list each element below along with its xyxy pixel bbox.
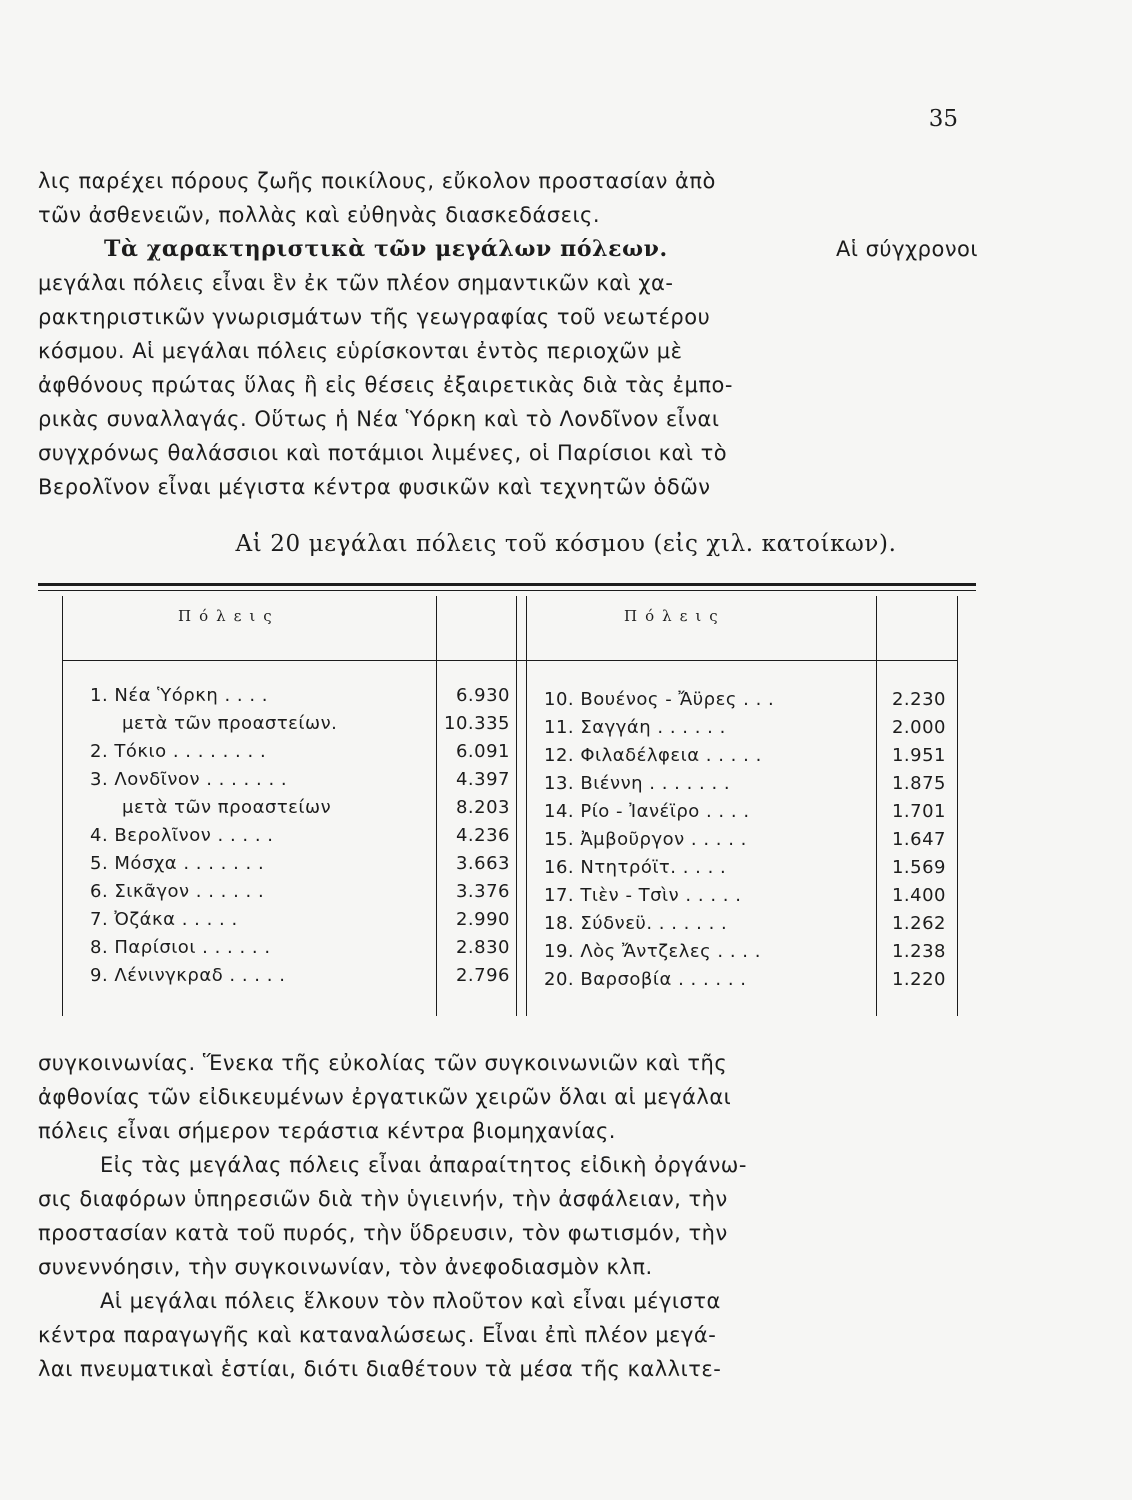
line-text: λαι πνευματικαὶ ἑστίαι, διότι διαθέτουν τὰ μέσα τῆς καλλιτε- [38,1357,722,1381]
text-line [38,1216,978,1250]
section-heading-rest: Αἱ σύγχρονοι [835,237,978,261]
table-cell-city: 16. Ντητρόϊτ. . . . . [544,857,727,878]
table-cell-population: 8.203 [455,797,510,818]
table-cell-city: 6. Σικᾶγον . . . . . . [90,881,265,902]
bottom-paragraph [38,1046,978,1386]
table-cell-city: μετὰ τῶν προαστείων [122,797,332,818]
table-cell-city: 15. Ἀμβοῦργον . . . . . [544,829,747,850]
text-line [38,470,978,504]
table-cell-population: 6.091 [455,741,510,762]
text-line [38,436,978,470]
line-text: πόλεις εἶναι σήμερον τεράστια κέντρα βιομηχανίας. [38,1119,616,1143]
table-cell-population: 4.236 [455,825,510,846]
text-line [38,1080,978,1114]
line-text: κόσμου. Αἱ μεγάλαι πόλεις εὑρίσκονται ἐντὸς περιοχῶν μὲ [38,339,683,363]
text-line [38,334,978,368]
table-cell-population: 1.238 [891,941,946,962]
table-cell-city: 3. Λονδῖνον . . . . . . . [90,769,288,790]
line-text: ἀφθόνους πρώτας ὕλας ἢ εἰς θέσεις ἐξαιρετικὰς διὰ τὰς ἐμπο- [38,373,733,397]
table-col-divider [526,596,527,1016]
text-line [38,1148,978,1182]
table-cell-city: 10. Βουένος - Ἄϋρες . . . [544,689,775,710]
table-cell-city: 9. Λένινγκραδ . . . . . [90,965,286,986]
line-text: λις παρέχει πόρους ζωῆς ποικίλους, εὔκολον προστασίαν ἀπὸ [38,169,716,193]
line-text: κέντρα παραγωγῆς καὶ καταναλώσεως. Εἶναι ἐπὶ πλέον μεγά- [38,1323,717,1347]
table-cell-population: 4.397 [455,769,510,790]
text-line [38,164,978,198]
line-text: Βερολῖνον εἶναι μέγιστα κέντρα φυσικῶν καὶ τεχνητῶν ὁδῶν [38,475,711,499]
table-cell-population: 1.951 [891,745,946,766]
text-line [38,1114,978,1148]
section-heading-line [38,232,978,266]
line-text: μεγάλαι πόλεις εἶναι ἓν ἐκ τῶν πλέον σημαντικῶν καὶ χα- [38,271,674,295]
table-cell-population: 3.376 [455,881,510,902]
table-title: Αἱ 20 μεγάλαι πόλεις τοῦ κόσμου (εἰς χιλ. κατοίκων). [235,531,897,557]
text-line [38,402,978,436]
table-header-rule [62,660,958,661]
table-cell-city: 19. Λὸς Ἄντζελες . . . . [544,941,761,962]
table-cell-city: 12. Φιλαδέλφεια . . . . . [544,745,762,766]
table-cell-city: 8. Παρίσιοι . . . . . . [90,937,271,958]
table-col-divider [436,596,437,1016]
line-text: ἀφθονίας τῶν εἰδικευμένων ἐργατικῶν χειρῶν ὅλαι αἱ μεγάλαι [38,1085,732,1109]
line-text: Εἰς τὰς μεγάλας πόλεις εἶναι ἀπαραίτητος εἰδικὴ ὀργάνω- [100,1153,747,1177]
table-top-rule-thin [38,590,976,591]
table-cell-city: 7. Ὀζάκα . . . . . [90,909,238,930]
text-line [38,368,978,402]
text-line [38,1250,978,1284]
table-header-right: Πόλεις [624,607,726,625]
table-cell-city: 4. Βερολῖνον . . . . . [90,825,274,846]
line-text: συγχρόνως θαλάσσιοι καὶ ποτάμιοι λιμένες, οἱ Παρίσιοι καὶ τὸ [38,441,728,465]
table-cell-population: 1.647 [891,829,946,850]
line-text: Αἱ μεγάλαι πόλεις ἕλκουν τὸν πλοῦτον καὶ εἶναι μέγιστα [100,1289,721,1313]
text-line [38,300,978,334]
line-text: συγκοινωνίας. Ἕνεκα τῆς εὐκολίας τῶν συγκοινωνιῶν καὶ τῆς [38,1051,728,1075]
text-line [38,1046,978,1080]
table-cell-city: 20. Βαρσοβία . . . . . . [544,969,747,990]
table-cell-population: 2.830 [455,937,510,958]
line-text: προστασίαν κατὰ τοῦ πυρός, τὴν ὕδρευσιν, τὸν φωτισμόν, τὴν [38,1221,728,1245]
table-cell-city: 18. Σύδνεϋ. . . . . . . [544,913,728,934]
table-cell-city: 2. Τόκιο . . . . . . . . [90,741,267,762]
text-line [38,1182,978,1216]
table-cell-population: 1.400 [891,885,946,906]
table-cell-city: 1. Νέα Ὑόρκη . . . . [90,685,269,706]
text-line [38,1318,978,1352]
line-text: τῶν ἀσθενειῶν, πολλὰς καὶ εὐθηνὰς διασκεδάσεις. [38,203,601,227]
line-text: ρικὰς συναλλαγάς. Οὕτως ἡ Νέα Ὑόρκη καὶ τὸ Λονδῖνον εἶναι [38,407,720,431]
line-text: σις διαφόρων ὑπηρεσιῶν διὰ τὴν ὑγιεινήν, τὴν ἀσφάλειαν, τὴν [38,1187,728,1211]
line-text: ρακτηριστικῶν γνωρισμάτων τῆς γεωγραφίας τοῦ νεωτέρου [38,305,711,329]
text-line [38,1352,978,1386]
table-col-divider [516,596,517,1016]
text-line [38,1284,978,1318]
table-border-left [62,596,63,1016]
table-cell-population: 2.990 [455,909,510,930]
table-cell-population: 2.230 [891,689,946,710]
table-cell-population: 1.262 [891,913,946,934]
table-cell-population: 6.930 [455,685,510,706]
table-cell-population: 3.663 [455,853,510,874]
line-text: συνεννόησιν, τὴν συγκοινωνίαν, τὸν ἀνεφοδιασμὸν κλπ. [38,1255,653,1279]
table-cell-population: 2.796 [455,965,510,986]
text-line [38,266,978,300]
table-cell-city: 17. Τιὲν - Τσὶν . . . . . [544,885,742,906]
table-cell-city: μετὰ τῶν προαστείων. [122,713,338,734]
text-line [38,198,978,232]
top-paragraph [38,164,978,504]
table-cell-population: 2.000 [891,717,946,738]
table-cell-city: 13. Βιέννη . . . . . . . [544,773,731,794]
table-cell-city: 14. Ρίο - Ἰανέϊρο . . . . [544,801,750,822]
table-border-right [957,596,958,1016]
table-cell-population: 1.569 [891,857,946,878]
table-cell-city: 5. Μόσχα . . . . . . . [90,853,265,874]
table-cell-population: 1.701 [891,801,946,822]
table-cell-population: 1.220 [891,969,946,990]
table-cell-population: 10.335 [444,713,510,734]
table-top-rule [38,583,976,586]
table-cell-population: 1.875 [891,773,946,794]
table-cell-city: 11. Σαγγάη . . . . . . [544,717,726,738]
page-number: 35 [928,106,958,132]
table-header-left: Πόλεις [178,607,280,625]
section-heading: Τὰ χαρακτηριστικὰ τῶν μεγάλων πόλεων. [104,236,668,262]
